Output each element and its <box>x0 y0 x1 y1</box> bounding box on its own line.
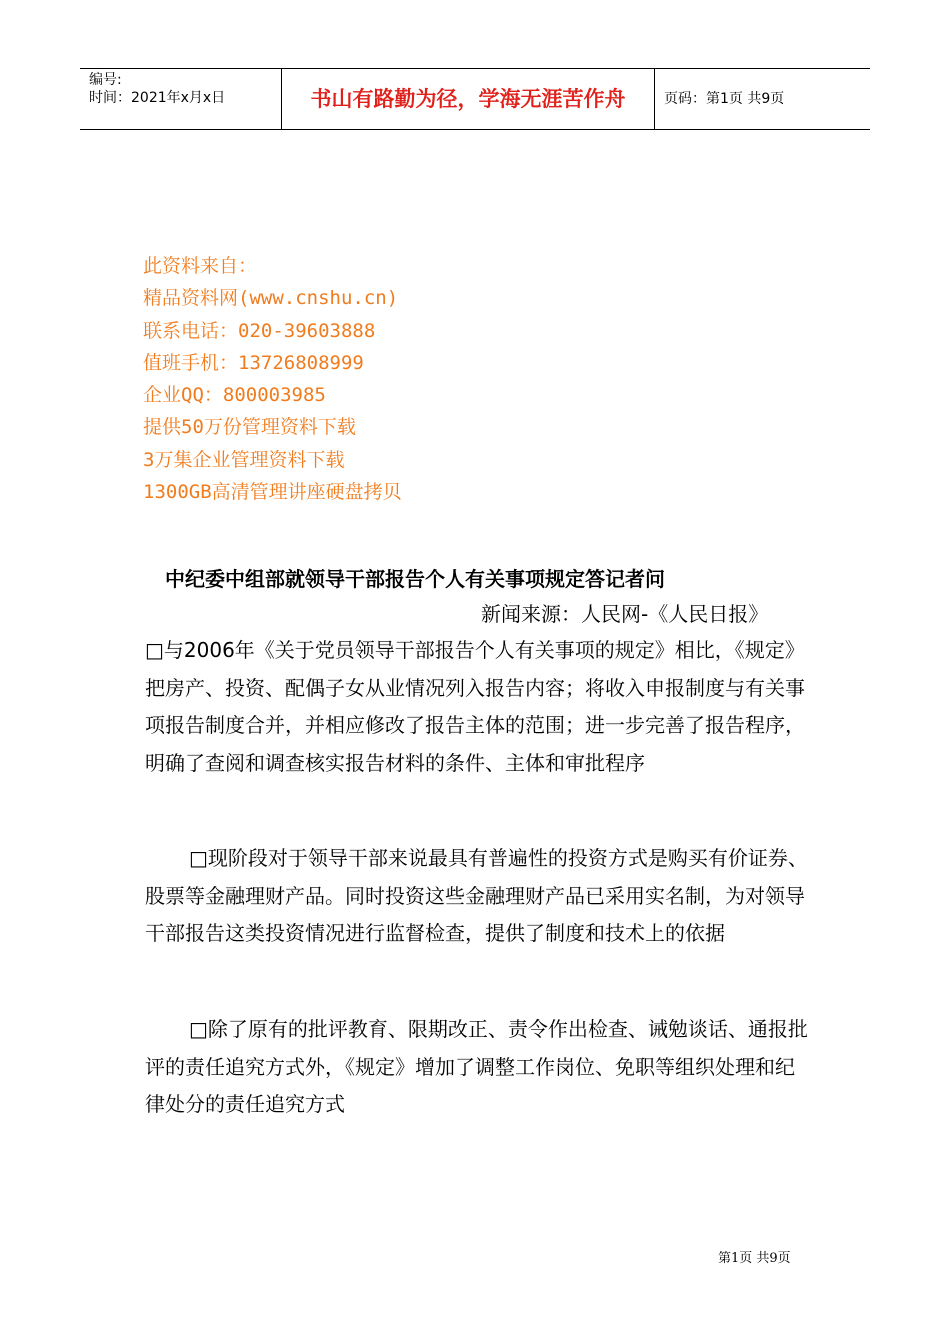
ad-line-website: 精品资料网(www.cnshu.cn) <box>143 287 399 310</box>
header-page-number: 页码：第1页 共9页 <box>664 91 785 107</box>
ad-line-offer-3: 1300GB高清管理讲座硬盘拷贝 <box>143 481 402 504</box>
page-header <box>80 68 870 130</box>
ad-line-qq: 企业QQ：800003985 <box>143 384 326 407</box>
page-footer-number: 第1页 共9页 <box>718 1251 791 1266</box>
ad-line-mobile: 值班手机：13726808999 <box>143 351 364 374</box>
ad-line-source: 此资料来自： <box>143 255 258 277</box>
article-source: 新闻来源：人民网-《人民日报》 <box>481 602 769 626</box>
date-label: 时间：2021年x月x日 <box>89 90 226 106</box>
article-paragraph-1: □与2006年《关于党员领导干部报告个人有关事项的规定》相比，《规定》把房产、投资、配偶子女从业情况列入报告内容；将收入申报制度与有关事项报告制度合并，并相应修改了报告主体的范围；进一步完善了报告程序，明确了查阅和调查核实报告材料的条件、主体和审批程序 <box>145 638 805 775</box>
article-title: 中纪委中组部就领导干部报告个人有关事项规定答记者问 <box>165 567 665 591</box>
ad-line-offer-1: 提供50万份管理资料下载 <box>143 416 356 439</box>
ad-line-offer-2: 3万集企业管理资料下载 <box>143 448 345 471</box>
header-motto: 书山有路勤为径，学海无涯苦作舟 <box>310 86 626 111</box>
article-paragraph-2: □现阶段对于领导干部来说最具有普遍性的投资方式是购买有价证券、股票等金融理财产品。同时投资这些金融理财产品已采用实名制，为对领导干部报告这类投资情况进行监督检查，提供了制度和技术上的依据 <box>145 846 808 945</box>
ad-line-phone: 联系电话：020-39603888 <box>143 319 376 342</box>
header-meta <box>89 71 225 107</box>
article-paragraph-3: □除了原有的批评教育、限期改正、责令作出检查、诫勉谈话、通报批评的责任追究方式外，《规定》增加了调整工作岗位、免职等组织处理和纪律处分的责任追究方式 <box>145 1017 808 1116</box>
serial-number-label: 编号: <box>89 72 122 88</box>
ad-block <box>143 250 402 508</box>
header-divider-right <box>654 69 655 129</box>
